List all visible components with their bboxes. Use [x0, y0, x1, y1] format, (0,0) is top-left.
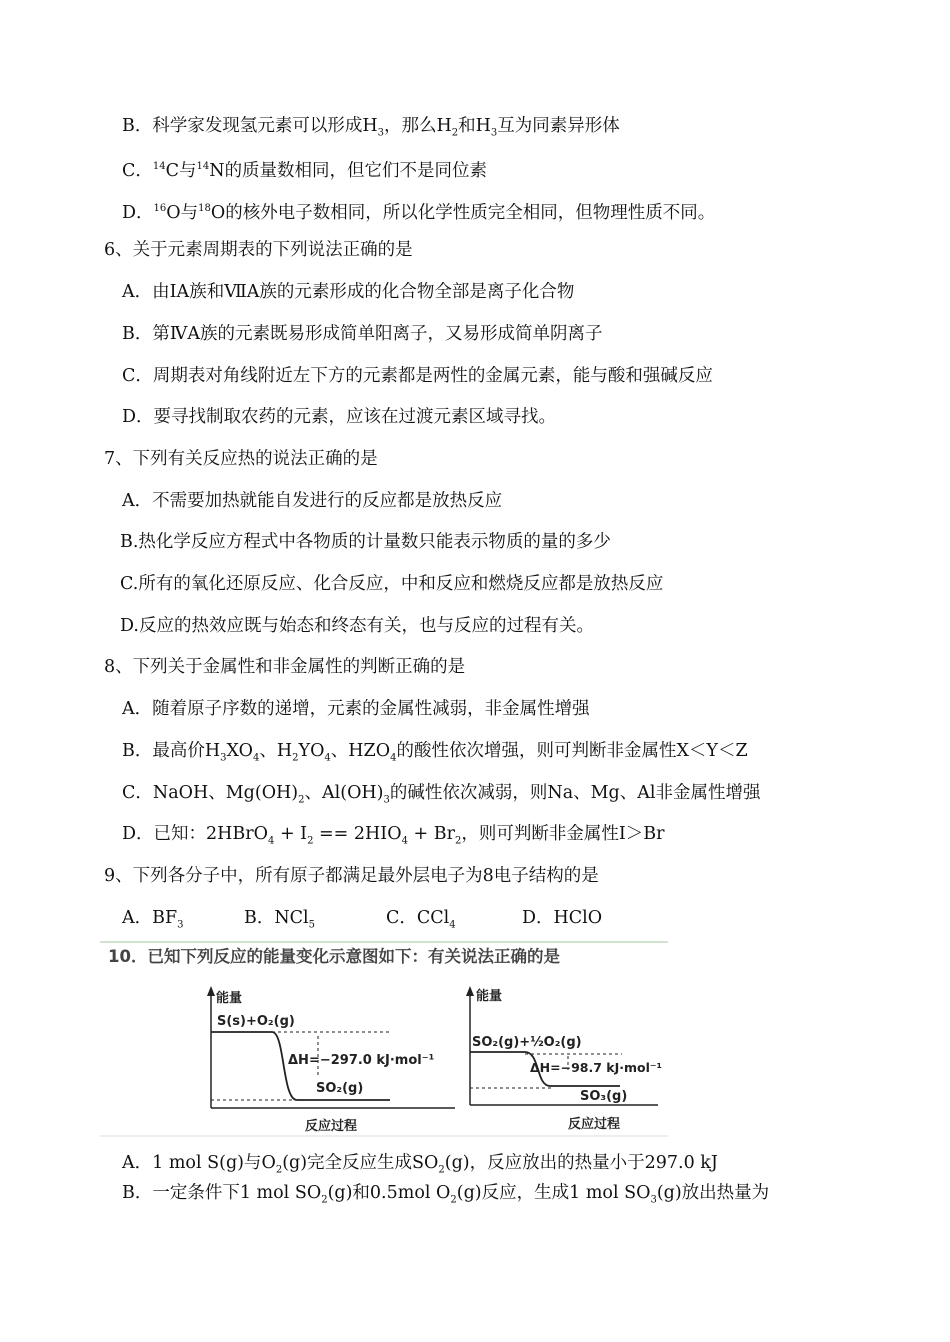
subscript: 5 [308, 919, 316, 931]
q10-a-text: A．1 mol S(g)与O [122, 1153, 276, 1173]
subscript: 2 [450, 1194, 457, 1206]
q5-option-c [122, 155, 487, 183]
q10-a-text: (g)完全反应生成SO [282, 1153, 439, 1173]
q10-figure-svg [100, 940, 668, 1137]
q9-stem: 9、下列各分子中，所有原子都满足最外层电子为8电子结构的是 [104, 866, 599, 886]
q6-option-b: B．第ⅣA族的元素既易形成简单阳离子，又易形成简单阴离子 [122, 324, 603, 344]
q10-b-text: B．一定条件下1 mol SO [122, 1183, 322, 1203]
superscript: 14 [196, 161, 210, 172]
subscript: 2 [307, 835, 314, 847]
q5-b-text: 和H [458, 116, 491, 136]
right-dh-label: ΔH=−98.7 kJ·mol⁻¹ [530, 1060, 662, 1075]
subscript: 4 [324, 752, 331, 764]
q8-b-text: 的酸性依次增强，则可判断非金属性X＜Y＜Z [396, 741, 748, 761]
q10-figure [100, 940, 668, 1137]
left-dh-label: ΔH=−297.0 kJ·mol⁻¹ [288, 1053, 435, 1068]
q5-d-text: D． [122, 202, 154, 223]
left-xlabel: 反应过程 [305, 1119, 358, 1134]
left-bottom-state: SO₂(g) [316, 1081, 364, 1096]
q8-b-text: YO [298, 741, 325, 761]
q10-option-b [122, 1181, 769, 1213]
q10-b-text: (g)放出热量为 [656, 1183, 770, 1203]
q8-d-text: + Br [407, 824, 455, 844]
subscript: 2 [438, 1164, 445, 1176]
subscript: 3 [490, 127, 498, 139]
superscript: 18 [198, 203, 211, 214]
q5-option-b [122, 114, 620, 146]
q6-option-c: C．周期表对角线附近左下方的元素都是两性的金属元素，能与酸和强碱反应 [122, 366, 713, 386]
right-top-state: SO₂(g)+½O₂(g) [472, 1035, 582, 1050]
subscript: 3 [377, 127, 384, 139]
q8-b-text: 、H [259, 741, 293, 761]
left-top-state: S(s)+O₂(g) [217, 1014, 295, 1029]
subscript: 3 [220, 752, 227, 764]
q5-d-text: O与 [166, 202, 199, 223]
q7-option-a: A．不需要加热就能自发进行的反应都是放热反应 [122, 491, 503, 511]
q5-option-d [122, 197, 715, 225]
q9-b-text: B．NCl [244, 908, 309, 928]
q8-stem: 8、下列关于金属性和非金属性的判断正确的是 [104, 657, 466, 677]
q8-d-text: == 2HIO [313, 824, 402, 844]
left-y-arrow-icon [207, 986, 215, 996]
q6-stem: 6、关于元素周期表的下列说法正确的是 [104, 240, 413, 260]
q8-b-text: 、HZO [330, 741, 391, 761]
right-xlabel: 反应过程 [568, 1117, 621, 1132]
subscript: 4 [268, 835, 275, 847]
subscript: 2 [451, 127, 459, 139]
superscript: 14 [152, 161, 166, 172]
q5-b-text: B．科学家发现氢元素可以形成H [122, 116, 378, 136]
q9-option-c [386, 906, 456, 938]
subscript: 2 [454, 835, 462, 847]
subscript: 3 [383, 794, 390, 806]
subscript: 4 [253, 752, 260, 764]
q9-option-b [244, 906, 315, 938]
subscript: 2 [298, 794, 305, 806]
right-ylabel: 能量 [476, 989, 503, 1004]
q7-option-b: B.热化学反应方程式中各物质的计量数只能表示物质的量的多少 [120, 532, 611, 552]
q9-a-text: A．BF [122, 908, 178, 928]
q9-option-d: D．HClO [522, 908, 603, 928]
q7-option-d: D.反应的热效应既与始态和终态有关，也与反应的过程有关。 [120, 616, 594, 636]
superscript: 16 [153, 203, 167, 214]
q7-stem: 7、下列有关反应热的说法正确的是 [104, 449, 378, 469]
subscript: 4 [401, 835, 408, 847]
q8-option-d [122, 822, 664, 854]
subscript: 2 [321, 1194, 328, 1206]
subscript: 3 [177, 919, 184, 931]
right-bottom-state: SO₃(g) [580, 1089, 628, 1104]
q8-option-a: A．随着原子序数的递增，元素的金属性减弱，非金属性增强 [122, 699, 590, 719]
q8-d-text: D．已知：2HBrO [122, 824, 268, 844]
subscript: 4 [449, 919, 456, 931]
q8-option-b [122, 739, 748, 771]
subscript: 2 [275, 1164, 283, 1176]
q6-option-d: D．要寻找制取农药的元素，应该在过渡元素区域寻找。 [122, 407, 557, 427]
q5-c-text: C与 [165, 160, 197, 181]
q9-c-text: C．CCl [386, 908, 450, 928]
q5-c-text: N的质量数相同，但它们不是同位素 [209, 160, 488, 181]
subscript: 4 [390, 752, 397, 764]
q5-c-text: C． [122, 160, 153, 181]
q8-b-text: B．最高价H [122, 741, 221, 761]
q5-d-text: O的核外电子数相同，所以化学性质完全相同，但物理性质不同。 [210, 202, 716, 223]
q8-b-text: XO [226, 741, 253, 761]
q8-c-text: 、Al(OH) [304, 783, 384, 803]
q7-option-c: C.所有的氧化还原反应、化合反应，中和反应和燃烧反应都是放热反应 [120, 574, 664, 594]
q8-option-c [122, 781, 761, 813]
q6-option-a: A．由ⅠA族和ⅦA族的元素形成的化合物全部是离子化合物 [122, 282, 575, 302]
right-energy-diagram [466, 986, 662, 1132]
q9-option-a [122, 906, 184, 938]
subscript: 3 [650, 1194, 657, 1206]
q10-a-text: (g)，反应放出的热量小于297.0 kJ [444, 1153, 718, 1173]
q8-c-text: C．NaOH、Mg(OH) [122, 783, 299, 803]
left-energy-diagram [207, 986, 455, 1134]
q10-option-a [122, 1151, 718, 1183]
left-ylabel: 能量 [216, 991, 243, 1006]
q8-d-text: ，则可判断非金属性I＞Br [461, 824, 665, 844]
right-y-arrow-icon [466, 986, 474, 996]
q10-b-text: (g)和0.5mol O [327, 1183, 451, 1203]
q5-b-text: ，那么H [384, 116, 452, 136]
q10-stem: 10．已知下列反应的能量变化示意图如下：有关说法正确的是 [108, 947, 560, 966]
q8-d-text: + I [274, 824, 308, 844]
q5-b-text: 互为同素异形体 [497, 116, 620, 136]
q8-c-text: 的碱性依次减弱，则Na、Mg、Al非金属性增强 [389, 783, 761, 803]
q10-b-text: (g)反应，生成1 mol SO [456, 1183, 651, 1203]
subscript: 2 [292, 752, 299, 764]
